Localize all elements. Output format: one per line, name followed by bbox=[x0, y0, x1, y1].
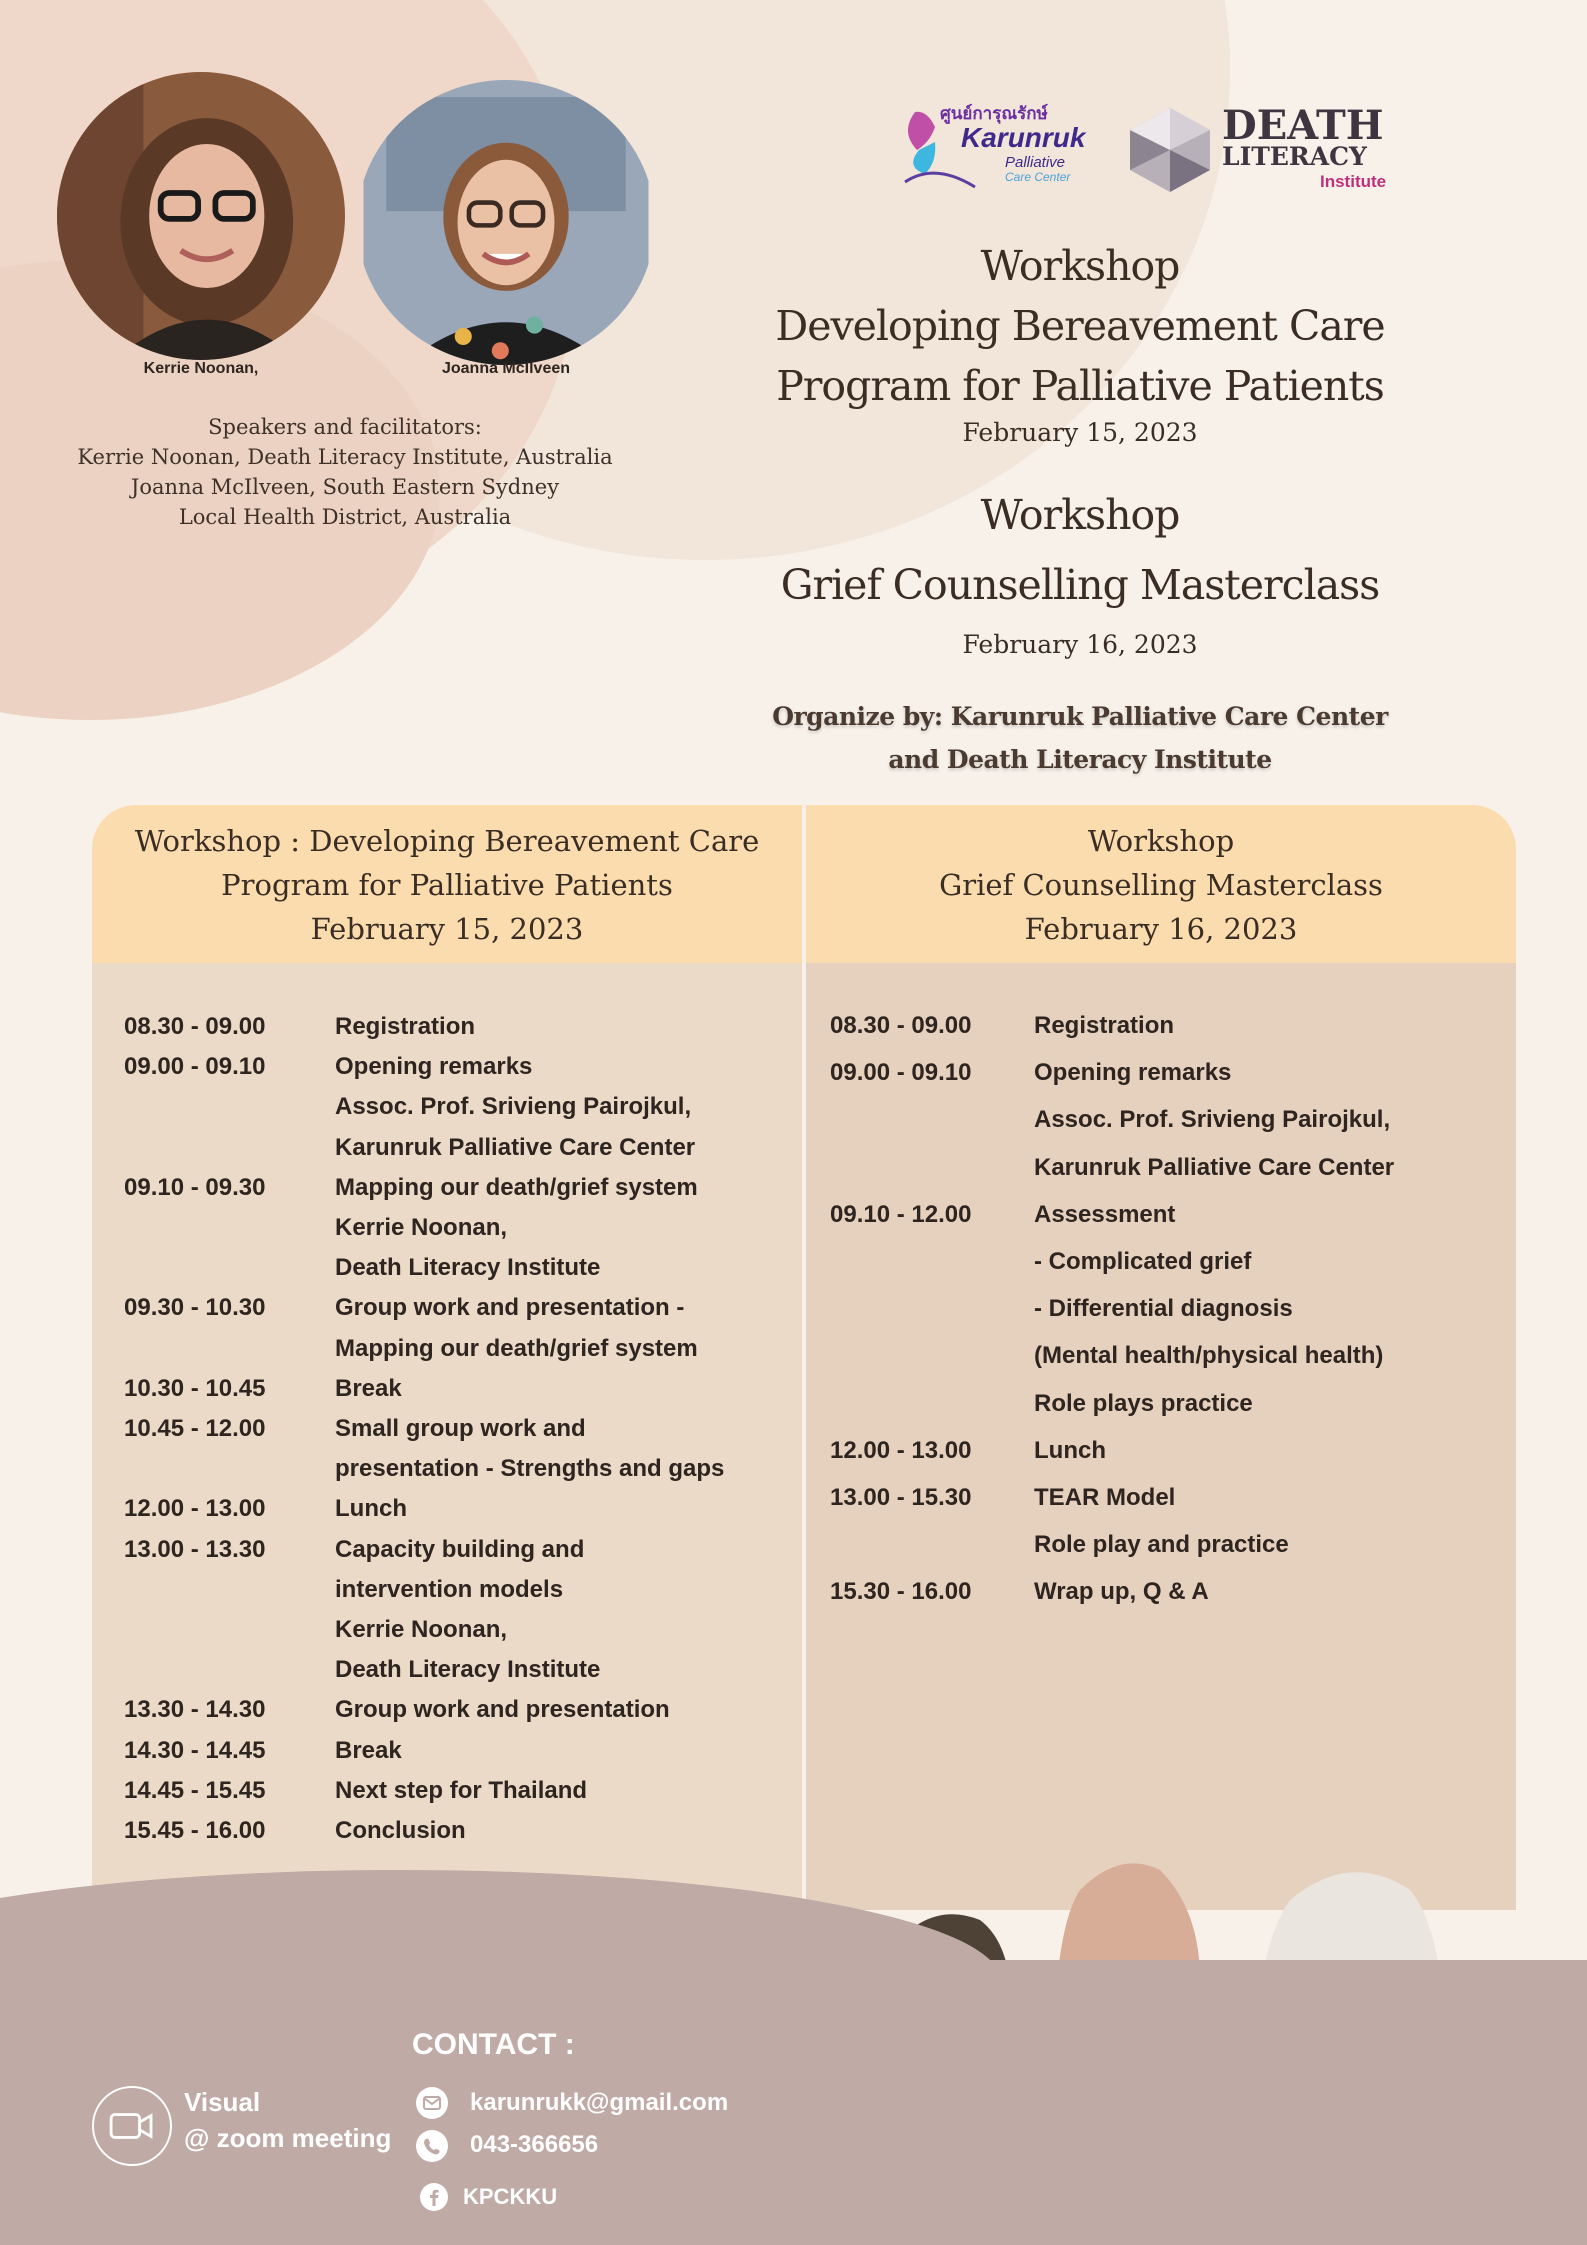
hero-kicker: Workshop bbox=[980, 242, 1180, 290]
schedule-time: 09.10 - 09.30 bbox=[124, 1173, 266, 1201]
schedule-item: Karunruk Palliative Care Center bbox=[1034, 1153, 1395, 1181]
speaker-name-joanna: Joanna McIlveen bbox=[441, 360, 571, 377]
schedule-time: 13.00 - 13.30 bbox=[124, 1535, 266, 1563]
schedule-item: Wrap up, Q & A bbox=[1034, 1578, 1209, 1606]
hero-kicker: Workshop bbox=[980, 491, 1180, 539]
schedule-time: 12.00 - 13.00 bbox=[830, 1436, 972, 1464]
speaker-name-kerrie: Kerrie Noonan, bbox=[143, 360, 259, 377]
schedule-item: Break bbox=[335, 1374, 402, 1402]
schedule-item: intervention models bbox=[335, 1575, 564, 1603]
hero-title: Grief Counselling Masterclass bbox=[780, 561, 1380, 609]
left-schedule-body bbox=[92, 963, 802, 1910]
facebook-icon bbox=[420, 2183, 448, 2211]
schedule-item: Kerrie Noonan, bbox=[335, 1616, 508, 1643]
schedule-item: Small group work and bbox=[335, 1415, 586, 1442]
schedule-time: 15.30 - 16.00 bbox=[830, 1578, 972, 1606]
schedule-time: 14.30 - 14.45 bbox=[124, 1736, 266, 1764]
schedule-time: 08.30 - 09.00 bbox=[830, 1012, 972, 1039]
workshop-2-hero bbox=[740, 480, 1420, 670]
hero-date: February 15, 2023 bbox=[962, 418, 1198, 447]
schedule-item: Break bbox=[335, 1736, 402, 1764]
speakers-heading: Speakers and facilitators: bbox=[208, 415, 482, 439]
zoom-meeting-text bbox=[184, 2084, 391, 2156]
schedule-item: Registration bbox=[335, 1013, 476, 1040]
schedule-time: 13.30 - 14.30 bbox=[124, 1696, 266, 1724]
schedule-time: 09.00 - 09.10 bbox=[124, 1053, 266, 1081]
schedule-item: Role plays practice bbox=[1034, 1389, 1253, 1417]
contact-phone[interactable]: 043-366656 bbox=[470, 2131, 599, 2158]
email-icon bbox=[416, 2087, 448, 2119]
death-literacy-logo bbox=[1120, 100, 1410, 195]
schedule-item: Kerrie Noonan, bbox=[335, 1214, 508, 1241]
karunruk-sub2: Care Center bbox=[1005, 170, 1071, 184]
dli-line3: Institute bbox=[1320, 172, 1387, 191]
contact-title: CONTACT : bbox=[412, 2028, 575, 2061]
phone-icon bbox=[416, 2130, 448, 2162]
schedule-item: Lunch bbox=[335, 1495, 407, 1523]
schedule-item: Capacity building and bbox=[335, 1535, 585, 1563]
schedule-time: 10.45 - 12.00 bbox=[124, 1415, 266, 1442]
schedule-item: - Complicated grief bbox=[1034, 1248, 1252, 1275]
hero-date: February 16, 2023 bbox=[962, 630, 1198, 659]
schedule-item: Assessment bbox=[1034, 1200, 1176, 1228]
dli-line1: DEATH bbox=[1222, 102, 1384, 149]
schedule-item: Next step for Thailand bbox=[335, 1776, 588, 1804]
karunruk-thai: ศูนย์การุณรักษ์ bbox=[940, 104, 1048, 123]
schedule-item: Assoc. Prof. Srivieng Pairojkul, bbox=[335, 1093, 692, 1121]
header-line: Workshop bbox=[1087, 824, 1235, 858]
left-column-header bbox=[92, 805, 802, 963]
schedule-item: TEAR Model bbox=[1034, 1484, 1176, 1511]
schedule-time: 13.00 - 15.30 bbox=[830, 1484, 972, 1511]
speaker-photo-joanna bbox=[357, 80, 655, 365]
schedule-time: 08.30 - 09.00 bbox=[124, 1013, 266, 1040]
schedule-item: Group work and presentation - bbox=[335, 1294, 685, 1322]
speakers-line: Local Health District, Australia bbox=[178, 505, 512, 529]
organizer-line: Organize by: Karunruk Palliative Care Center bbox=[772, 702, 1388, 731]
contact-facebook[interactable]: KPCKKU bbox=[463, 2184, 558, 2209]
schedule-time: 09.00 - 09.10 bbox=[830, 1059, 972, 1087]
schedule-item: Group work and presentation bbox=[335, 1696, 670, 1724]
schedule-item: Mapping our death/grief system bbox=[335, 1173, 698, 1201]
visual-line: @ zoom meeting bbox=[184, 2123, 392, 2153]
header-line: February 16, 2023 bbox=[1024, 912, 1298, 946]
zoom-icon bbox=[92, 2086, 172, 2166]
karunruk-logo bbox=[895, 92, 1095, 197]
workshop-1-hero bbox=[740, 236, 1420, 450]
schedule-item: Lunch bbox=[1034, 1436, 1106, 1464]
hero-title: Developing Bereavement Care bbox=[775, 302, 1385, 350]
karunruk-sub1: Palliative bbox=[1005, 154, 1066, 171]
schedule-item: Registration bbox=[1034, 1012, 1175, 1039]
header-line: February 15, 2023 bbox=[310, 912, 584, 946]
right-column-header bbox=[806, 805, 1516, 963]
schedule-time: 15.45 - 16.00 bbox=[124, 1817, 266, 1844]
schedule-item: Karunruk Palliative Care Center bbox=[335, 1133, 696, 1161]
schedule-time: 10.30 - 10.45 bbox=[124, 1374, 266, 1402]
speaker-photo-kerrie bbox=[57, 72, 345, 360]
schedule-item: Mapping our death/grief system bbox=[335, 1334, 698, 1362]
visual-line: Visual bbox=[184, 2087, 261, 2117]
dli-line2: LITERACY bbox=[1222, 142, 1367, 171]
schedule-time: 14.45 - 15.45 bbox=[124, 1776, 266, 1804]
schedule-item: - Differential diagnosis bbox=[1034, 1295, 1293, 1323]
organizers bbox=[740, 695, 1420, 781]
schedule-item: Opening remarks bbox=[1034, 1059, 1232, 1087]
speakers-line: Joanna McIlveen, South Eastern Sydney bbox=[130, 475, 560, 499]
header-line: Program for Palliative Patients bbox=[221, 868, 673, 902]
schedule-item: presentation - Strengths and gaps bbox=[335, 1455, 725, 1483]
schedule-item: Death Literacy Institute bbox=[335, 1254, 601, 1282]
contact-email[interactable]: karunrukk@gmail.com bbox=[470, 2089, 729, 2116]
schedule-item: Conclusion bbox=[335, 1817, 466, 1844]
speakers-line: Kerrie Noonan, Death Literacy Institute, Australia bbox=[77, 445, 613, 469]
header-line: Grief Counselling Masterclass bbox=[939, 868, 1383, 902]
header-line: Workshop : Developing Bereavement Care bbox=[134, 824, 760, 858]
schedule-item: Role play and practice bbox=[1034, 1531, 1289, 1559]
hexagon-icon bbox=[1120, 100, 1220, 195]
schedule-time: 09.10 - 12.00 bbox=[830, 1200, 972, 1228]
organizer-line: and Death Literacy Institute bbox=[888, 745, 1272, 774]
schedule-time: 09.30 - 10.30 bbox=[124, 1294, 266, 1322]
schedule-item: (Mental health/physical health) bbox=[1034, 1342, 1384, 1370]
karunruk-name: Karunruk bbox=[961, 122, 1086, 153]
schedule-item: Opening remarks bbox=[335, 1053, 533, 1081]
schedule-item: Assoc. Prof. Srivieng Pairojkul, bbox=[1034, 1106, 1391, 1134]
schedule-time: 12.00 - 13.00 bbox=[124, 1495, 266, 1523]
speakers-info bbox=[60, 412, 630, 532]
hero-title: Program for Palliative Patients bbox=[776, 362, 1384, 410]
schedule-item: Death Literacy Institute bbox=[335, 1656, 601, 1684]
